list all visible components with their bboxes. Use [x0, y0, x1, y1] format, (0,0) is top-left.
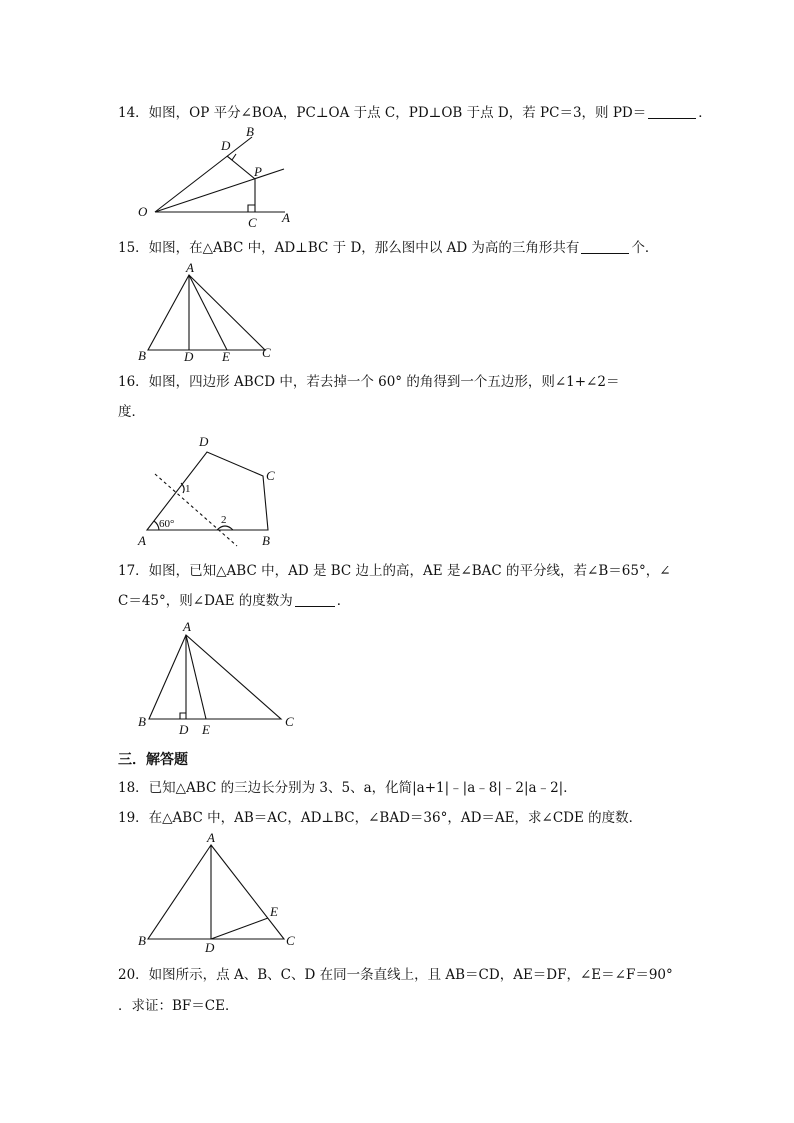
label-d: D	[205, 940, 215, 955]
question-16-line1: 16．如图，四边形 ABCD 中，若去掉一个 60° 的角得到一个五边形，则∠1+∠2＝	[118, 374, 620, 390]
label-c: C	[286, 933, 295, 948]
question-20-line1: 20．如图所示，点 A、B、C、D 在同一条直线上，且 AB＝CD，AE＝DF，∠E＝∠F＝90°	[118, 967, 673, 983]
label-o: O	[138, 204, 148, 219]
label-d: D	[199, 434, 209, 449]
label-a: A	[207, 830, 215, 845]
segment-ae	[186, 635, 206, 719]
label-b: B	[246, 124, 254, 139]
answer-blank[interactable]	[581, 239, 629, 254]
label-b: B	[262, 533, 270, 548]
label-angle-1: 1	[185, 483, 191, 495]
question-16-cont	[118, 402, 145, 422]
question-19-text: 19．在△ABC 中，AB＝AC，AD⊥BC，∠BAD＝36°，AD＝AE，求∠CDE 的度数．	[118, 810, 643, 826]
ray-ob	[155, 137, 252, 212]
question-16-line2: 度．	[118, 404, 145, 420]
figure-q14	[130, 122, 300, 232]
question-15	[118, 238, 658, 258]
label-angle-2: 2	[221, 514, 227, 526]
figure-q19	[135, 832, 305, 957]
label-b: B	[138, 933, 146, 948]
label-c: C	[262, 345, 271, 360]
question-15-text: 15．如图，在△ABC 中，AD⊥BC 于 D，那么图中以 AD 为高的三角形共有	[118, 240, 580, 256]
segment-ae	[189, 275, 227, 350]
label-a: A	[282, 210, 290, 225]
question-17-line2: C＝45°，则∠DAE 的度数为	[118, 593, 293, 609]
label-d: D	[184, 349, 194, 364]
segment-de	[211, 918, 268, 939]
question-18-text: 18．已知△ABC 的三边长分别为 3、5、a，化简|a+1|﹣|a﹣8|﹣2|a﹣2|．	[118, 780, 577, 796]
triangle-abc	[149, 635, 281, 719]
question-17-end: ．	[336, 593, 351, 609]
angle-arc-2	[217, 526, 233, 530]
label-b: B	[138, 714, 146, 729]
question-19	[118, 808, 642, 828]
answer-blank[interactable]	[295, 592, 335, 607]
question-20-line2: ．求证：BF＝CE．	[118, 998, 239, 1014]
question-17	[118, 561, 671, 581]
label-c: C	[285, 714, 294, 729]
question-14-end: ．	[698, 105, 712, 121]
question-16	[118, 372, 619, 392]
question-18	[118, 778, 577, 798]
label-c: C	[248, 215, 257, 230]
question-17-cont	[118, 591, 350, 611]
right-angle-d	[180, 713, 186, 719]
triangle-abc	[148, 845, 284, 939]
right-angle-c	[248, 205, 255, 212]
label-c: C	[266, 468, 275, 483]
label-angle-60: 60°	[159, 518, 175, 530]
label-b: B	[138, 348, 146, 363]
label-a: A	[183, 619, 191, 634]
question-14	[118, 103, 712, 123]
label-e: E	[222, 349, 230, 364]
figure-q16	[135, 430, 285, 550]
question-20-cont	[118, 996, 238, 1016]
label-d: D	[221, 138, 231, 153]
question-20	[118, 965, 673, 985]
question-17-line1: 17．如图，已知△ABC 中，AD 是 BC 边上的高，AE 是∠BAC 的平分线，若∠B＝65°，∠	[118, 563, 671, 579]
figure-q15	[135, 262, 280, 367]
label-a: A	[138, 533, 146, 548]
figure-q17	[135, 619, 300, 739]
question-14-text: 14．如图，OP 平分∠BOA，PC⊥OA 于点 C，PD⊥OB 于点 D，若 PC＝3，则 PD＝	[118, 105, 647, 121]
section-heading: 三．解答题	[118, 752, 188, 768]
label-p: P	[254, 164, 262, 179]
label-e: E	[202, 722, 210, 737]
label-e: E	[270, 904, 278, 919]
answer-blank[interactable]	[648, 104, 696, 119]
cut-line	[155, 474, 237, 546]
label-a: A	[186, 260, 194, 275]
triangle-abc	[148, 275, 265, 350]
label-d: D	[179, 722, 189, 737]
ray-op	[155, 169, 284, 212]
question-15-end: 个．	[631, 240, 659, 256]
